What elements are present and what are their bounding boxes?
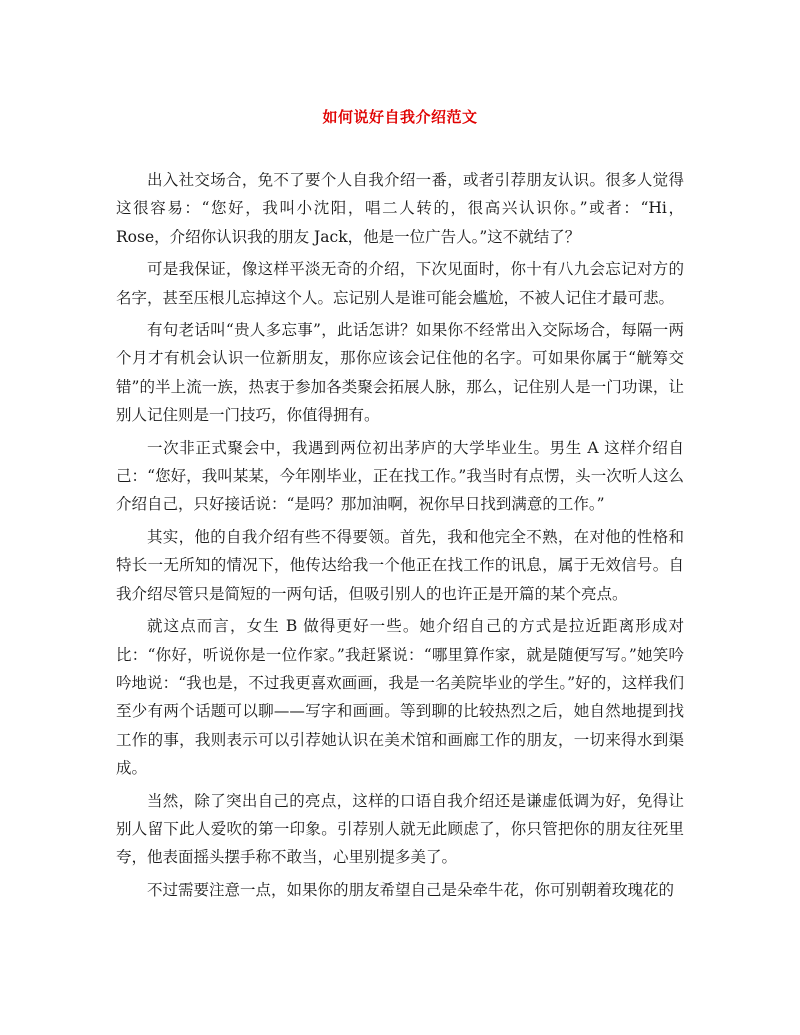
paragraph-4: 一次非正式聚会中，我遇到两位初出茅庐的大学毕业生。男生 A 这样介绍自己：“您好，我叫某某，今年刚毕业，正在找工作。”我当时有点愣，头一次听人这么介绍自己，只好接话说：“是吗？那加油啊，祝你早日找到满意的工作。” xyxy=(116,438,684,514)
paragraph-1: 出入社交场合，免不了要个人自我介绍一番，或者引荐朋友认识。很多人觉得这很容易：“您好，我叫小沈阳，唱二人转的，很高兴认识你。”或者：“Hi，Rose，介绍你认识我的朋友 Jack，他是一位广告人。”这不就结了？ xyxy=(116,171,684,246)
paragraph-8: 不过需要注意一点，如果你的朋友希望自己是朵牵牛花，你可别朝着玫瑰花的 xyxy=(147,880,675,899)
paragraph-3: 有句老话叫“贵人多忘事”，此话怎讲？如果你不经常出入交际场合，每隔一两个月才有机会认识一位新朋友，那你应该会记住他的名字。可如果你属于“觥筹交错”的半上流一族，热衷于参加各类聚会拓展人脉，那么，记住别人是一门功课，让别人记住则是一门技巧，你值得拥有。 xyxy=(116,321,684,425)
paragraph-5: 其实，他的自我介绍有些不得要领。首先，我和他完全不熟，在对他的性格和特长一无所知的情况下，他传达给我一个他正在找工作的讯息，属于无效信号。自我介绍尽管只是简短的一两句话，但吸引别人的也许正是开篇的某个亮点。 xyxy=(116,527,684,603)
paragraph-7: 当然，除了突出自己的亮点，这样的口语自我介绍还是谦虚低调为好，免得让别人留下此人爱吹的第一印象。引荐别人就无此顾虑了，你只管把你的朋友往死里夸，他表面摇头摆手称不敢当，心里别提多美了。 xyxy=(116,791,684,867)
paragraph-2: 可是我保证，像这样平淡无奇的介绍，下次见面时，你十有八九会忘记对方的名字，甚至压根儿忘掉这个人。忘记别人是谁可能会尴尬，不被人记住才最可悲。 xyxy=(116,260,684,307)
document-title: 如何说好自我介绍范文 xyxy=(322,108,478,126)
document-body xyxy=(116,166,684,908)
paragraph-6: 就这点而言，女生 B 做得更好一些。她介绍自己的方式是拉近距离形成对比：“你好，听说你是一位作家。”我赶紧说：“哪里算作家，就是随便写写。”她笑吟吟地说：“我也是，不过我更喜欢画画，我是一名美院毕业的学生。”好的，这样我们至少有两个话题可以聊——写字和画画。等到聊的比较热烈之后，她自然地提到找工作的事，我则表示可以引荐她认识在美术馆和画廊工作的朋友，一切来得水到渠成。 xyxy=(116,617,684,778)
